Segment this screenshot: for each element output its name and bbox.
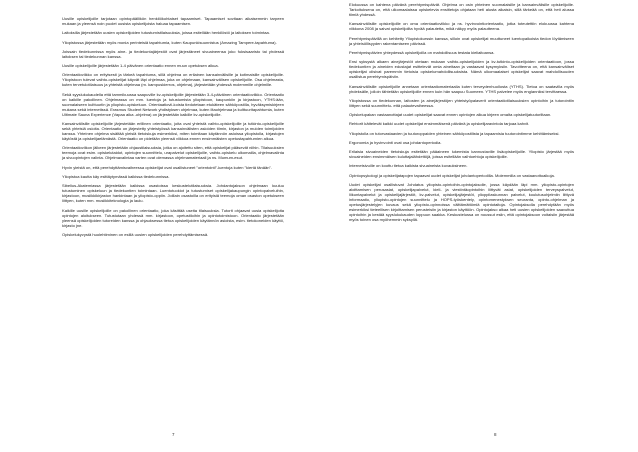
paragraph: Uudet opiskelijat osallistuvat Johdatus yliopisto-opintoihin-opintojaksolle, jossa käydään läpi mm. yliopisto-opintojen aloittamisen perusasiat, opiskelijapalvelut, kieli- ja viestintäopintoihin liittyvät asiat, opiskelijoiden terveyspalvelut, liikuntapalvelut ja opiskelijajärjestöt, kv-palvelut, opiskelijajärjestöt, ylioppilaskunnan palvelut, koulutusohjelmiin liittyvä informaatio, yliopisto-opintojen suunnittelu ja HOPS-työskentely, opintomenestyksen seuranta, opinto-ohjelman ja opetusjärjestelyjen kuvaus sekä yliopisto-opinnoissa välttämättömiä opintotaitoja. Opintojaksolla perehdytään myös esimerkiksi tieteellisen kirjoittamisen perusteisiin ja kirjaston käyttöön. Opintojakso alkaa heti uusien opiskelijoiden saavuttua opintoihin ja kestää syyslukukauden loppuun saakka. Keskustelussa on noussut esiin, että opintojaksoon voitaisiin järjestää myös toinen osa myöhemmin syksyllä. xyxy=(349,181,574,223)
paragraph: Kansainvälisille opiskelijoille annetaan orientaatiomateriaalia kuten terveydenhuollosta (YTHS). Tietoa on saatavilla myös yhdeksälle, jolloin tähtetään opiskelijoille ennen kuin hän saapuu Suomeen. YTHS palvelee myös englanniksi tervittaessa. xyxy=(349,83,574,94)
paragraph: Opiskelukyvystä huolehtiminen on esillä uusien opiskelijoiden perehdyttämisessä. xyxy=(62,231,209,237)
paragraph: Opintopsykologi ja opiskelijatapojen tapaavat uudet opiskelijat johdantoperiodilla. Molemmilla on vastaanottoaikoja. xyxy=(349,172,555,178)
paragraph: Yliopistolla on tutorvastaavien ja tuutoroppaiden yhteinen sähköpostilista ja tapaamisia tuutorointimme kehittämiseksi. xyxy=(349,130,560,136)
paragraph: Sekä syyslukukaudella että tammikuussa saapuville kv-opiskelijoille järjestetään 3-4-päiväinen orientaatioviikko. Orientaatio on kaikille pakollinen. Ohjelmassa on mm. luentoja ja tutustumista yliopistoon, kaupunkiin ja kirjastoon, YTHS:ään, suomalaiseen kulttuuriin ja yliopisto-opiskeluun. Orientaatiovii-koista tiedotetaan etukäteen sähköpostilla, hyväksymiskirjeen mukana sekä internetissä. Erasmus Student Network yhdistyksen ohjelmaa, kuten iltaohjelmaa ja kulttuuritapahtumia, kuten Ultimate Sauna Experience (Vapaa aika -ohjelma) on järjestetään kaikille kv-opiskelijoille. xyxy=(62,91,284,117)
paragraph: Orientaatioviikon jälkeen järjestetään ohjaustilaisuuksia, jotka on ajoitettu siten, että opiskelijat pääsevät niihin. Tilaisuuksien teemoja ovat esim. opiskelutaidot, opintojen suunnittelu, urapalvelut opiskelijoille, vaihto-opiskelu ulkomailla, ohjelmavalinta ja sivuopintojen valinta. Ohjelmavalintaa varten ovat olemassa ohjelmamateriaali ja ns. Mumum-esut. xyxy=(62,145,284,161)
paragraph: Joissain tiedekunnissa myös aine- ja tiedekuntajärjestöt ovat järjestäneet sivuaineensa joko fuksisaaristo tai yhdessä laitoksen tai tiedekunnan kanssa. xyxy=(62,48,284,59)
left-page-text-column xyxy=(62,16,284,241)
paragraph: Internetsivuille on koottu tietoa kaikista sivuaineista kuvauksineen. xyxy=(349,163,468,169)
right-page-text-column xyxy=(349,2,574,226)
right-page xyxy=(319,0,638,452)
paragraph: Rehtorit kättelevät kaikki uudet opiskelijat ensimmäisenä päivänä ja opiskelijaravintola tarjoaa kahvit. xyxy=(349,121,530,127)
paragraph: Ergonomia ja hyvinvointi ovat osa johdantoperiodia. xyxy=(349,139,442,145)
paragraph: Elokuussa on kahtena päivänä perehtymispäivät. Ohjelma on osin yhteinen suomalaisille ja kansainvälisille opiskelijoille. Tarkoituksena on, että ulkomaalaissa opiskelevia ensitietoja ohjataan heti alusta aikaisin, sillä tärkeää on, että heti alussa tiimiä yhdessä. xyxy=(349,2,574,18)
paragraph: Uusille opiskelijoille tarjotaan opintopäällikön henkilökohtaiset tapaamiset. Tapaamiset sovitaan aikaisemmin tarpeen mukaan ja yleensä noin puolet uusista opiskelijoista haluaa tapaamisen. xyxy=(62,16,284,27)
paragraph: Opiskelupakan vastaanottajat uudet opiskelijat saavat ennen opintojen alkua kirjeen omalta opiskelijatuutoriltaan. xyxy=(349,112,552,118)
paragraph: Yliopistossa järjestetään myös monia perinteisiä tapahtumia, kuten Kaupunkisuunnistus (Amazing Tampere-tapahtuma). xyxy=(62,39,277,45)
left-page-number: 7 xyxy=(172,432,175,437)
paragraph: Hyvin yleistä on, että perehdyttämisvaiheessa opiskelijat ovat osallistuneet "orientointi"-luentoja kuten "kiertä tänään". xyxy=(62,164,273,170)
paragraph: Orientaatioviikko on erityisesti ja tärkeä tapahtuma, sillä ohjelma on erilainen kansainvälisille ja kotimaisille opiskelijoille. Yliopistoon tulevat vaihto-opiskelijat käyvät läpi ohjelmaa, joka on ohjelmaan, kansainvälisen opiskelijoille. Osa ohjelmasta, kuten tervetulotilaisuus ja yhteistä ohjelmaa (m. kampuskierros, ohjelma), järjestetään yhdessä molemmille ohjelmille. xyxy=(62,72,284,88)
paragraph: Kaikille uusille opiskelijoille on pakollinen orientaatio, joka käsittää useita tilaisuuksia. Tutorit ohjaavat uusia opiskelijoita opintojen aloitukseen. Tutustutaan yhdessä mm. kirjastoon, opetustiloihin ja opintotoimistoon. Orientaatio järjestetään yleensä opiskelijoiden tutoreiden kanssa ja ohjauksessa tietoa opiskelijoiden käytännön asioista, esim. tietokoneiden käyttö, kirjasto jne. xyxy=(62,207,284,228)
paragraph: Ensi syksystä alkaen ainejärjestöt otetaan mukaan vaihto-opiskelijoiden ja kv-tutkinto-opiskelijoiden orientaatioon, jossa tiedekuntien ja aineiden edustajat esittelevät omia aineitaan ja vastaavat kysymyksiin. Tavoitteena on, että kansainväliset opiskelijat olisivat paremmin tietoisia opiskelumahdollisuuksista. Nämä ulkomaalaiset opiskelijat saavat mahdollisuuden osallistua perehtymispäiviin. xyxy=(349,59,574,80)
paragraph: Yliopistossa on tiedekunnan, laitosten ja ainejärjestöjen yhteistyöpalaverit orientaatiotilaisuuksien opintoihin ja tutorointiin liittyen sekä suunnittelu- että palautevaiheessa. xyxy=(349,97,574,108)
paragraph: Laitoksilla järjestetään uusien opiskelijoiden tutustumistilaisuuksia, joissa esitellään henkilöstö ja laitoksen toimintaa. xyxy=(62,30,270,36)
right-page-number: 8 xyxy=(494,432,497,437)
paragraph: Uusille opiskelijoille järjestetään 1-4 päivänen orientaatio ennen muun opetuksen alkua. xyxy=(62,63,219,69)
paragraph: Perehtymispäivillä on kehitetty Yliopistokurssin kanssa, silloin ovat opiskelijat muuttuneet luentopaikoista tiedon löytämiseen ja yhteisöllisyyden rakentamiseen päivissä. xyxy=(349,35,574,46)
paragraph: Kansainvälisille opiskelijoille on oma orientaatioviikko ja ns. hyvinvointiorientaatio, jotka toteutettiin elokuussa kahtena viikkona 2008 ja saivat opiskelijoilta hyvää palautetta, mikä näkyy myös palautteena. xyxy=(349,21,574,32)
paragraph: Erilaisia sivuaineiden tietoiskuja esitetään pääaineen lukemista kannustaville lisäopiskelijoille. Yliopisto järjestää myös sivuaineiden ensimmäisen kuluttajalähdettöjä, joissa esitellään vaihtoehtoja opiskelijoille. xyxy=(349,149,574,160)
paragraph: Yliopistoa kautta käy esittäytymässä kaikissa tiedekunnissa. xyxy=(62,173,170,179)
paragraph: Perehtymispäivien yhteydessä opiskelijoilla on mahdollisuus testata kieliaitoansa. xyxy=(349,49,495,55)
paragraph: Sibelius-Akatemiassa järjestetään kaikissa osastoissa keskustelutilaisuuksia. Johdantojakson ohjelmaan kuuluu tutustuminen opiskeluun ja tiedekuntien toimintaan. Luentotuokiot ja tutustumiset opiskelijakaupungin opintopalveluihin, kirjastoon, musiikkikirjaston hankintaan ja yliopisto-oppiin. Joillain osastoilla on erityisiä teemoja oman osaston opetukseen liittyen, kuten mm. musiikkiteknologia ja laulu. xyxy=(62,183,284,204)
paragraph: Kansainvälisille opiskelijoille järjestetään erillinen orientaatio, joita ovat yhteistä vaihto-opiskelijoille ja tutkinto-opiskelijoille sekä yhteisiä osioita. Orientaatio on järjestetty yhteistyössä kansainvälisten asioiden tiimin, kirjaston ja muiden toimijoiden kanssa. Yhteinen ohjelma sisältää yleisiä tietoiskuja esimerkiksi, miten toimitaan käytännön asioissa yliopistolla, kirjastojen käytöstä ja opiskelijaelämästä. Orientaatio on pidetään yleensä viikkoa ennen ensimmäisten opetustapahtumien alkua. xyxy=(62,121,284,142)
